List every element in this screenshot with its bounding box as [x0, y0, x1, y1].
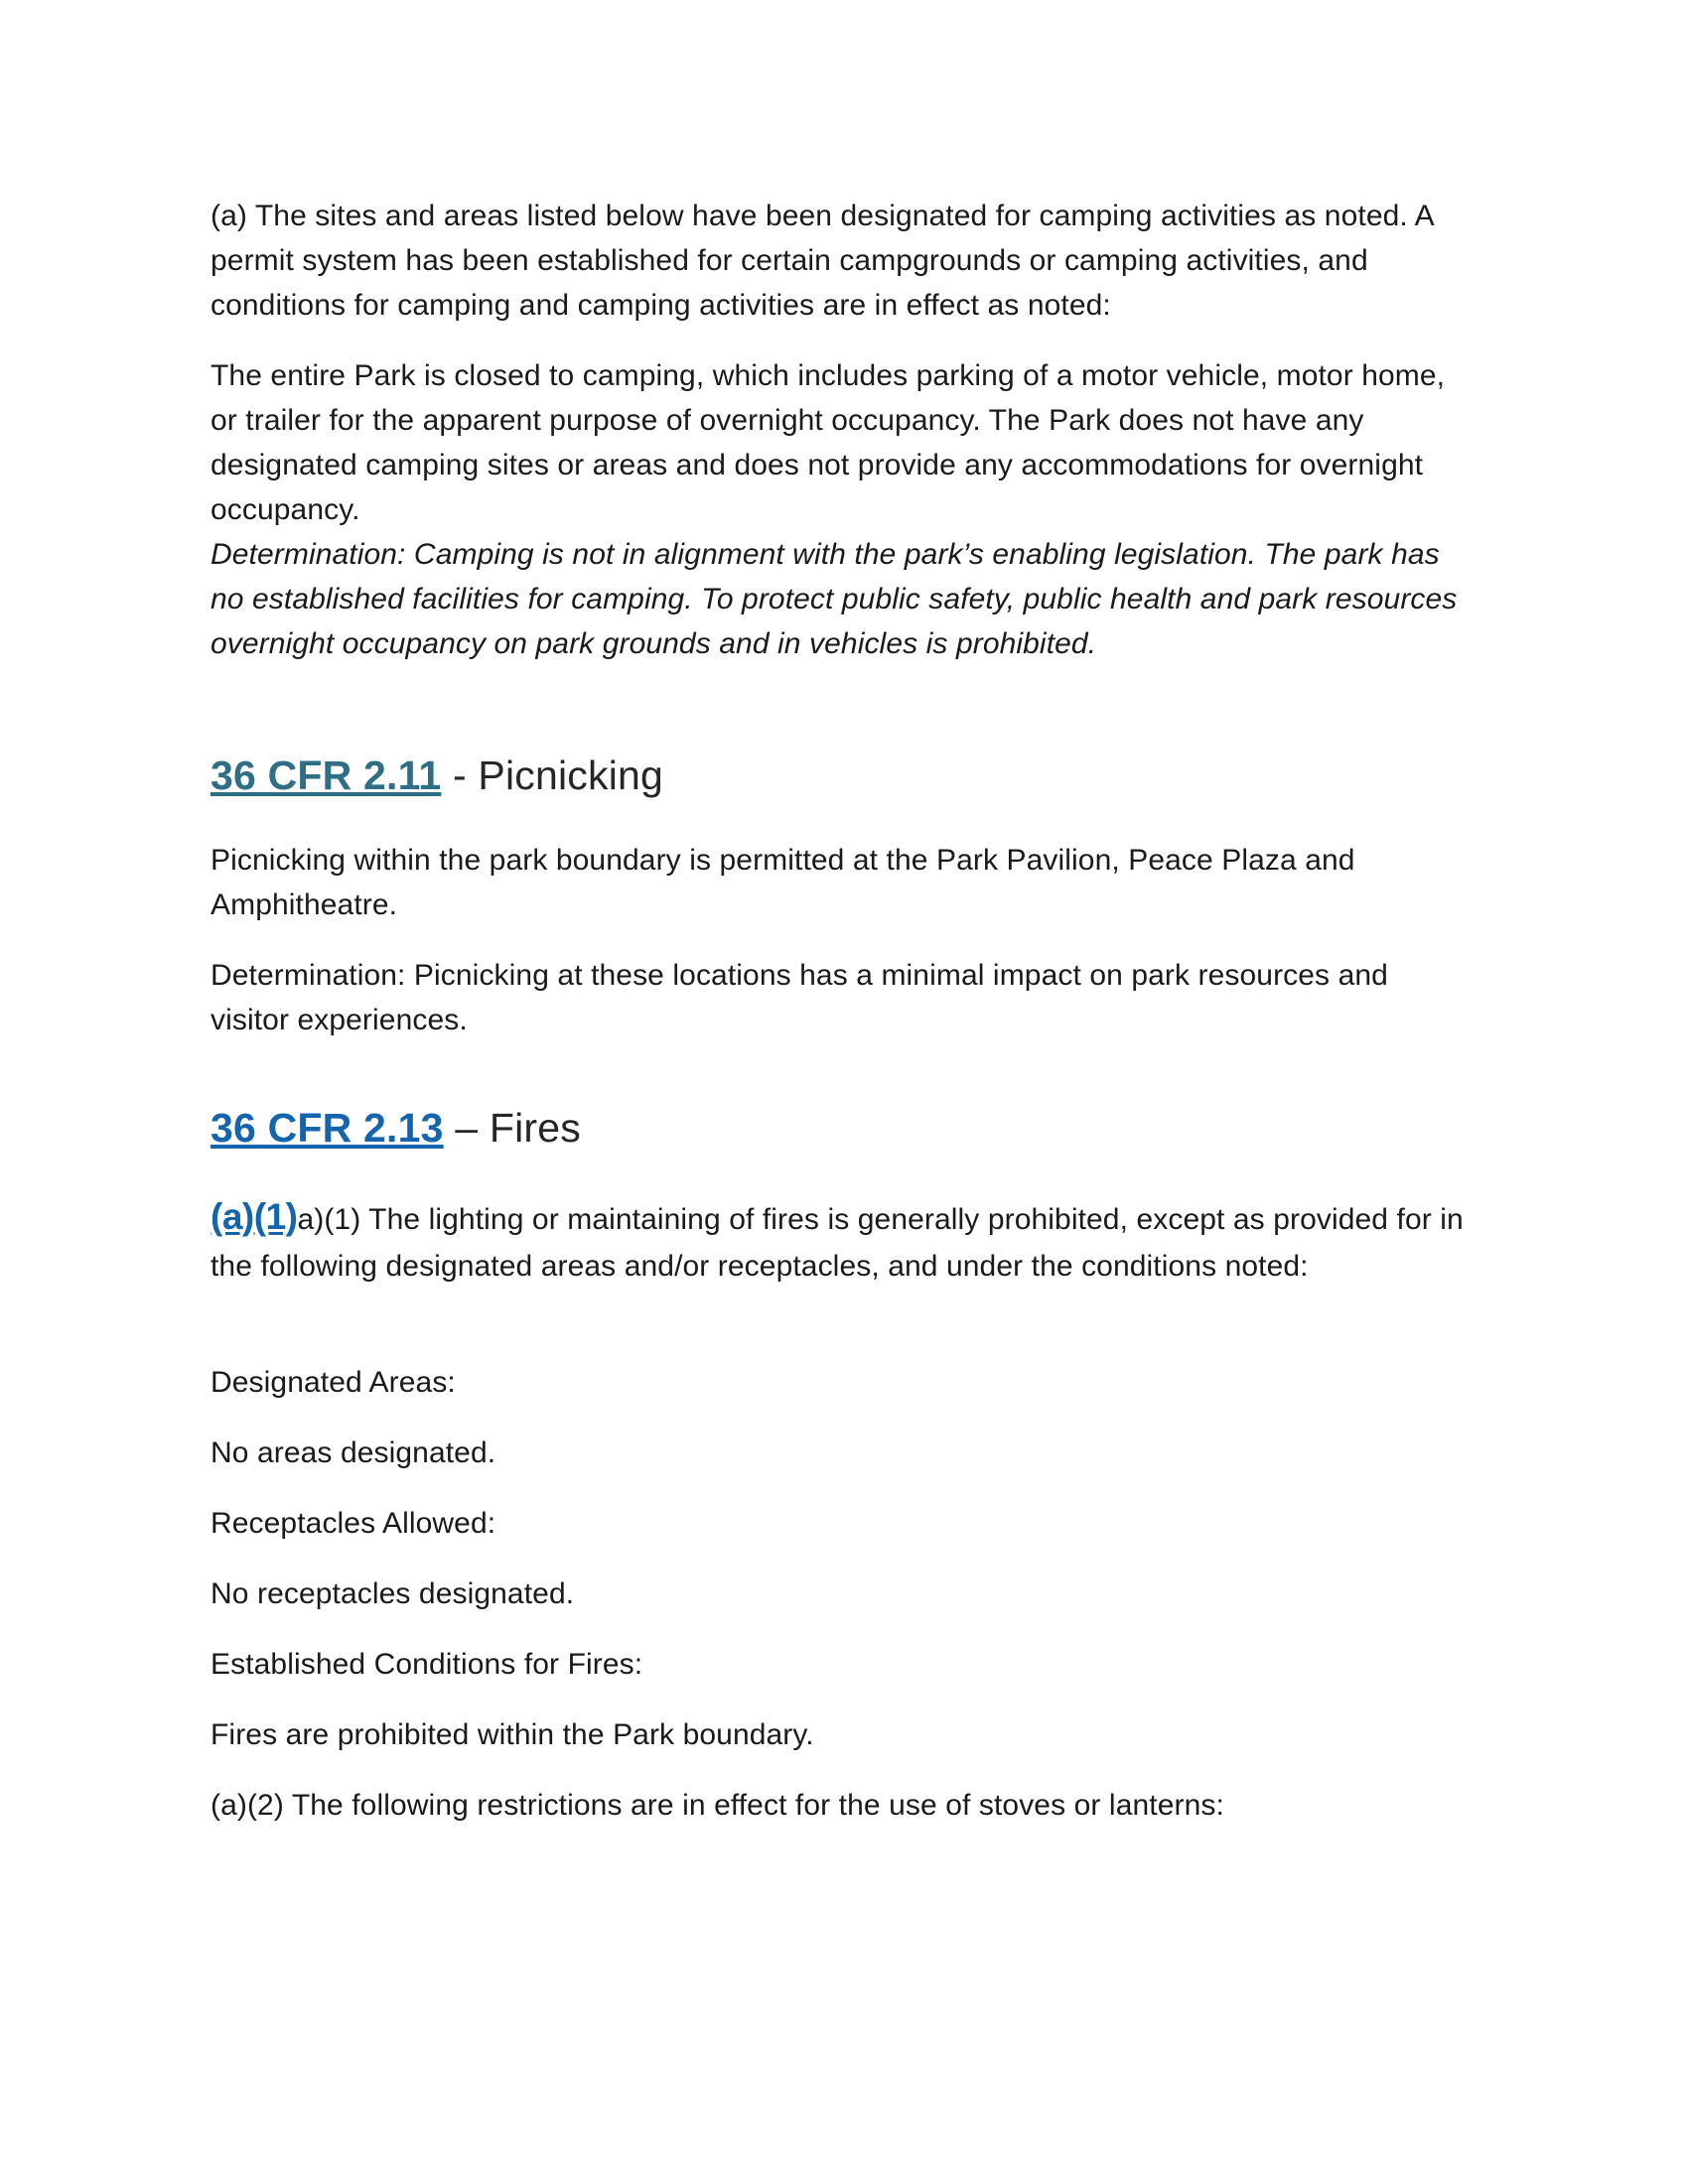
value-established-conditions: Fires are prohibited within the Park boundary.: [211, 1718, 814, 1752]
paragraph-camping-determination: [211, 532, 1472, 666]
paragraph-fires-a2: (a)(2) The following restrictions are in effect for the use of stoves or lanterns:: [211, 1789, 1224, 1823]
label-receptacles-allowed: Receptacles Allowed:: [211, 1507, 496, 1541]
paragraph-camping-closed: The entire Park is closed to camping, which includes parking of a motor vehicle, motor home, or trailer for the apparent purpose of overnight occupancy. The Park does not have any designated camping sites or areas and does not provide any accommodations for overnight occupancy.: [211, 359, 1446, 526]
spacer: [211, 692, 1472, 750]
paragraph-picnicking-body: Picnicking within the park boundary is permitted at the Park Pavilion, Peace Plaza and Amphitheatre.: [211, 844, 1355, 922]
spacer: [211, 1314, 1472, 1360]
label-established-conditions: Established Conditions for Fires:: [211, 1648, 643, 1682]
fires-a1-text: a)(1) The lighting or maintaining of fires is generally prohibited, except as provided for in the following designated areas and/or receptacles, and under the conditions noted:: [211, 1202, 1464, 1284]
link-36-cfr-2-11[interactable]: 36 CFR 2.11: [211, 752, 442, 798]
spacer: [211, 802, 1472, 838]
value-designated-areas: No areas designated.: [211, 1436, 496, 1470]
spacer: [211, 1068, 1472, 1102]
spacer: [211, 1156, 1472, 1189]
value-receptacles-allowed: No receptacles designated.: [211, 1577, 575, 1611]
heading-36-cfr-2-11: [211, 750, 1472, 802]
paragraph-picnicking-determination: Determination: Picnicking at these locations has a minimal impact on park resources and visitor experiences.: [211, 959, 1388, 1037]
heading-2-11-suffix: - Picnicking: [441, 752, 664, 798]
heading-36-cfr-2-13: [211, 1102, 1472, 1155]
link-fires-a1[interactable]: (a)(1): [211, 1195, 298, 1237]
label-designated-areas: Designated Areas:: [211, 1366, 456, 1400]
heading-2-13-suffix: – Fires: [443, 1105, 581, 1152]
paragraph-camping-intro: (a) The sites and areas listed below have been designated for camping activities as noted. A permit system has been established for certain campgrounds or camping activities, and conditions for camping and camping activities are in effect as noted:: [211, 200, 1434, 322]
paragraph-fires-a1: [211, 1189, 1472, 1290]
link-36-cfr-2-13[interactable]: 36 CFR 2.13: [211, 1105, 444, 1152]
document-body: [211, 194, 1472, 1828]
camping-determination-text: Determination: Camping is not in alignment with the park’s enabling legislation. The park has no established facilities for camping. To protect public safety, public health and park resources overnight occupancy on park grounds and in vehicles is prohibited.: [211, 538, 1458, 660]
